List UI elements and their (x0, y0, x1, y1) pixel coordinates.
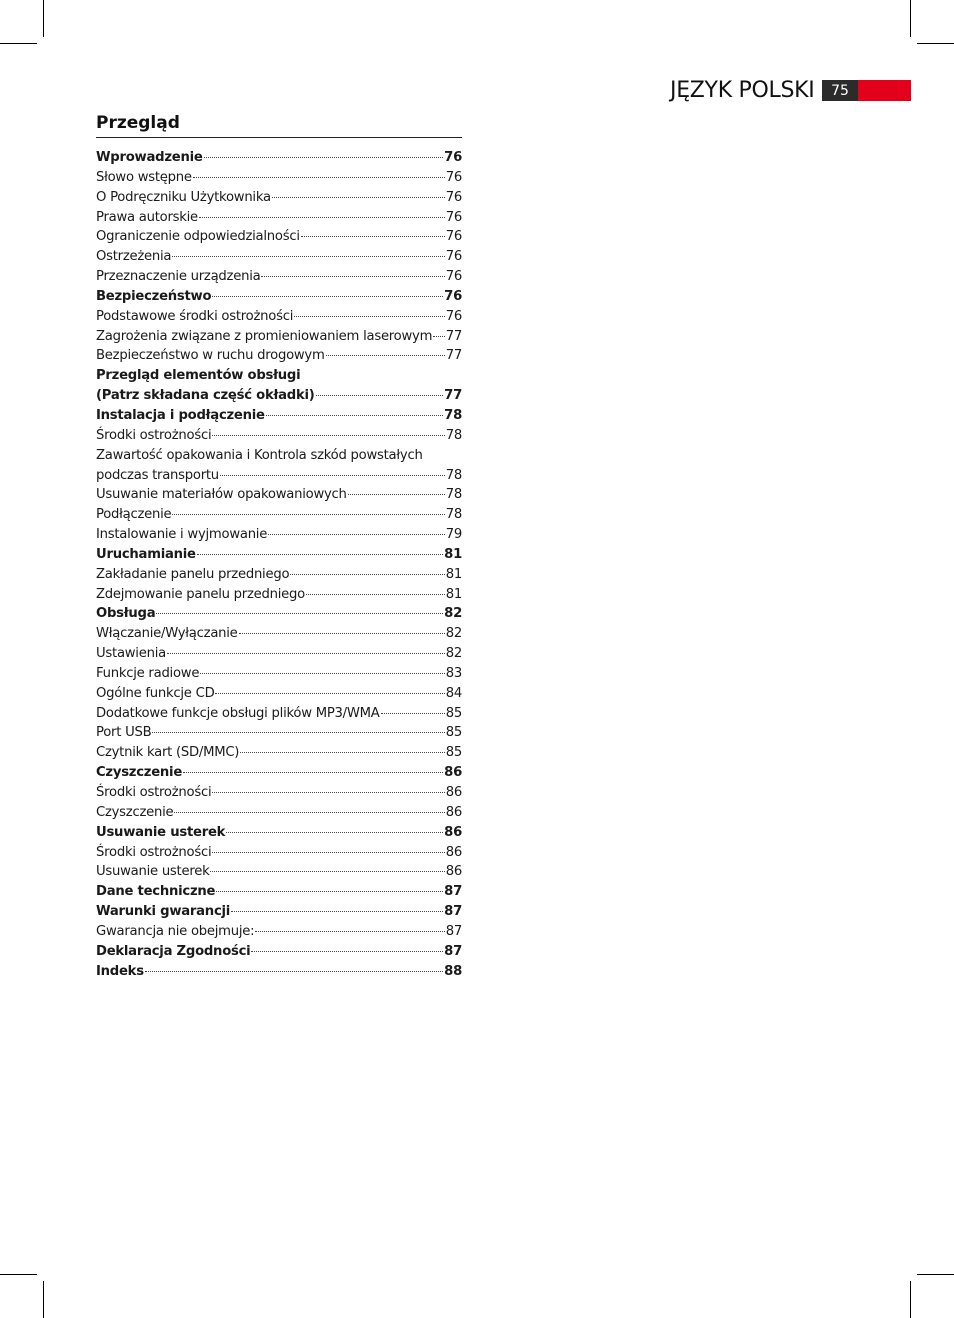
table-of-contents (96, 112, 462, 983)
dot-leader (210, 871, 444, 872)
crop-mark (917, 1274, 954, 1275)
toc-entry-title: Indeks (96, 963, 144, 979)
toc-entry-page: 86 (445, 785, 462, 800)
dot-leader (239, 633, 445, 634)
toc-entry-page: 78 (445, 487, 462, 503)
dot-leader (301, 236, 445, 237)
toc-entry-page: 88 (444, 963, 462, 979)
toc-entry[interactable] (96, 448, 462, 468)
toc-entry-page: 78 (445, 507, 462, 523)
crop-mark (43, 1281, 44, 1318)
toc-entry-title: Usuwanie usterek (96, 824, 226, 840)
toc-entry-title: Zagrożenia związane z promieniowaniem laserowym (96, 328, 433, 344)
dot-leader (167, 653, 445, 654)
toc-entry[interactable] (96, 368, 462, 388)
dot-leader (231, 911, 443, 912)
toc-entry[interactable] (96, 686, 462, 706)
toc-entry-page: 82 (444, 606, 462, 622)
dot-leader (156, 613, 443, 614)
toc-entry-title: Gwarancja nie obejmuje: (96, 923, 255, 939)
dot-leader (152, 732, 444, 733)
toc-entry-page: 76 (445, 269, 462, 285)
toc-entry[interactable] (96, 170, 462, 190)
toc-entry[interactable] (96, 567, 462, 587)
toc-entry-title: Instalacja i podłączenie (96, 407, 265, 423)
toc-entry-page: 78 (445, 467, 462, 483)
toc-entry[interactable] (96, 924, 462, 944)
toc-entry-title: Zawartość opakowania i Kontrola szkód powstałych (96, 447, 423, 463)
dot-leader (306, 594, 445, 595)
dot-leader (172, 256, 444, 257)
toc-entry-page: 85 (445, 725, 462, 741)
toc-entry[interactable] (96, 487, 462, 507)
toc-entry[interactable] (96, 150, 462, 170)
toc-entry-page: 76 (444, 150, 462, 165)
toc-entry-title: Port USB (96, 725, 152, 741)
toc-entry-page: 85 (445, 745, 462, 761)
crop-mark (0, 43, 37, 44)
toc-entry[interactable] (96, 785, 462, 805)
crop-mark (43, 0, 44, 37)
dot-leader (172, 514, 444, 515)
toc-entry-page: 84 (445, 685, 462, 701)
toc-entry-title: Wprowadzenie (96, 150, 203, 165)
toc-entry-title: Prawa autorskie (96, 209, 198, 225)
dot-leader (145, 971, 443, 972)
toc-entry-page: 81 (445, 586, 462, 602)
toc-entry[interactable] (96, 249, 462, 269)
dot-leader (200, 673, 445, 674)
toc-entry-title: (Patrz składana część okładki) (96, 388, 315, 404)
dot-leader (199, 217, 445, 218)
toc-entry-page: 87 (444, 884, 462, 900)
toc-entry-title: Środki ostrożności (96, 844, 212, 860)
toc-entry-page: 81 (444, 546, 462, 562)
dot-leader (266, 415, 443, 416)
dot-leader (215, 693, 444, 694)
toc-entry[interactable] (96, 468, 462, 488)
toc-entry-page: 83 (445, 665, 462, 681)
toc-entry[interactable] (96, 527, 462, 547)
toc-entry-title: Ostrzeżenia (96, 249, 172, 265)
toc-entry-title: Środki ostrożności (96, 785, 212, 800)
dot-leader (216, 891, 443, 892)
toc-entry[interactable] (96, 944, 462, 964)
toc-entry-page: 81 (445, 566, 462, 582)
toc-entry[interactable] (96, 805, 462, 825)
dot-leader (268, 534, 445, 535)
dot-leader (294, 316, 445, 317)
toc-entry-page: 87 (445, 923, 462, 939)
dot-leader (326, 355, 445, 356)
toc-entry[interactable] (96, 210, 462, 230)
toc-entry-title: Obsługa (96, 606, 156, 622)
toc-entry-title: Podłączenie (96, 507, 172, 523)
dot-leader (220, 475, 445, 476)
toc-entry[interactable] (96, 646, 462, 666)
dot-leader (348, 494, 445, 495)
toc-entry[interactable] (96, 825, 462, 845)
toc-entry-title: podczas transportu (96, 467, 219, 483)
toc-entry-page: 82 (445, 646, 462, 662)
toc-entry-page: 76 (445, 169, 462, 185)
dot-leader (212, 852, 444, 853)
toc-entry-page: 76 (445, 229, 462, 245)
toc-entry-title: Przeznaczenie urządzenia (96, 269, 261, 285)
toc-entry[interactable] (96, 408, 462, 428)
toc-entry[interactable] (96, 904, 462, 924)
crop-mark (0, 1274, 37, 1275)
toc-entry[interactable] (96, 428, 462, 448)
toc-list (96, 150, 462, 983)
toc-entry-title: Czyszczenie (96, 804, 174, 820)
toc-entry-page: 76 (445, 249, 462, 265)
toc-entry-title: Funkcje radiowe (96, 665, 200, 681)
toc-entry-title: Bezpieczeństwo (96, 288, 212, 304)
dot-leader (240, 752, 445, 753)
toc-entry-title: Usuwanie materiałów opakowaniowych (96, 487, 347, 503)
toc-entry-title: Ustawienia (96, 646, 166, 662)
toc-entry-page: 77 (445, 328, 462, 344)
toc-entry-page: 79 (445, 527, 462, 543)
toc-entry[interactable] (96, 666, 462, 686)
toc-entry[interactable] (96, 269, 462, 289)
toc-entry-page: 85 (445, 705, 462, 721)
toc-entry-title: Czyszczenie (96, 765, 183, 781)
crop-mark (910, 0, 911, 37)
toc-entry[interactable] (96, 507, 462, 527)
dot-leader (255, 931, 444, 932)
toc-entry-page: 86 (444, 765, 462, 781)
toc-entry[interactable] (96, 864, 462, 884)
toc-entry-page: 76 (445, 308, 462, 324)
toc-entry-page: 86 (445, 804, 462, 820)
dot-leader (261, 276, 444, 277)
toc-entry-title: Ograniczenie odpowiedzialności (96, 229, 300, 245)
toc-entry-title: Ogólne funkcje CD (96, 685, 215, 701)
toc-entry[interactable] (96, 606, 462, 626)
toc-entry-title: Podstawowe środki ostrożności (96, 308, 294, 324)
toc-entry[interactable] (96, 964, 462, 984)
toc-entry-title: Czytnik kart (SD/MMC) (96, 745, 240, 761)
toc-entry-title: Instalowanie i wyjmowanie (96, 527, 268, 543)
language-header: JĘZYK POLSKI (670, 78, 815, 103)
toc-entry-title: Środki ostrożności (96, 427, 212, 443)
toc-entry[interactable] (96, 547, 462, 567)
toc-entry[interactable] (96, 329, 462, 349)
toc-entry-title: Słowo wstępne (96, 169, 192, 185)
dot-leader (226, 832, 443, 833)
dot-leader (212, 792, 444, 793)
dot-leader (272, 197, 445, 198)
toc-entry-title: Bezpieczeństwo w ruchu drogowym (96, 348, 325, 364)
toc-entry[interactable] (96, 765, 462, 785)
dot-leader (212, 435, 444, 436)
toc-entry-title: Zakładanie panelu przedniego (96, 566, 290, 582)
dot-leader (316, 395, 444, 396)
toc-entry-page: 76 (444, 288, 462, 304)
dot-leader (193, 177, 445, 178)
toc-entry-title: Zdejmowanie panelu przedniego (96, 586, 305, 602)
toc-entry-title: Przegląd elementów obsługi (96, 368, 301, 384)
dot-leader (251, 951, 443, 952)
toc-entry[interactable] (96, 388, 462, 408)
toc-entry-page: 87 (444, 943, 462, 959)
crop-mark (910, 1281, 911, 1318)
accent-bar (858, 80, 911, 101)
toc-entry-page: 82 (445, 626, 462, 642)
toc-entry-page: 86 (445, 864, 462, 880)
toc-entry[interactable] (96, 309, 462, 329)
dot-leader (433, 336, 445, 337)
toc-entry[interactable] (96, 725, 462, 745)
toc-entry[interactable] (96, 706, 462, 726)
toc-entry-page: 78 (445, 427, 462, 443)
toc-entry[interactable] (96, 190, 462, 210)
toc-entry-title: Usuwanie usterek (96, 864, 210, 880)
toc-entry-page: 77 (444, 388, 462, 404)
toc-entry-page: 76 (445, 189, 462, 205)
toc-entry-page: 86 (444, 824, 462, 840)
dot-leader (183, 772, 443, 773)
dot-leader (174, 812, 444, 813)
toc-entry[interactable] (96, 348, 462, 368)
toc-entry-title: Dodatkowe funkcje obsługi plików MP3/WMA (96, 705, 380, 721)
toc-entry[interactable] (96, 845, 462, 865)
toc-entry-title: Uruchamianie (96, 546, 196, 562)
toc-entry[interactable] (96, 229, 462, 249)
dot-leader (204, 157, 444, 158)
toc-entry-title: O Podręczniku Użytkownika (96, 189, 271, 205)
toc-entry-title: Warunki gwarancji (96, 904, 231, 920)
dot-leader (290, 574, 444, 575)
toc-entry-title: Deklaracja Zgodności (96, 943, 251, 959)
toc-entry[interactable] (96, 587, 462, 607)
toc-entry-page: 87 (444, 904, 462, 920)
dot-leader (381, 713, 445, 714)
toc-entry-title: Włączanie/Wyłączanie (96, 626, 238, 642)
toc-entry-title: Dane techniczne (96, 884, 216, 900)
toc-entry-page: 76 (445, 209, 462, 225)
page-number: 75 (822, 80, 858, 101)
toc-entry-page: 86 (445, 844, 462, 860)
toc-entry-page: 77 (445, 348, 462, 364)
toc-entry[interactable] (96, 289, 462, 309)
toc-entry[interactable] (96, 884, 462, 904)
toc-entry[interactable] (96, 626, 462, 646)
dot-leader (212, 296, 443, 297)
dot-leader (197, 554, 443, 555)
toc-entry[interactable] (96, 745, 462, 765)
toc-title: Przegląd (96, 112, 462, 138)
crop-mark (917, 43, 954, 44)
toc-entry-page: 78 (444, 407, 462, 423)
